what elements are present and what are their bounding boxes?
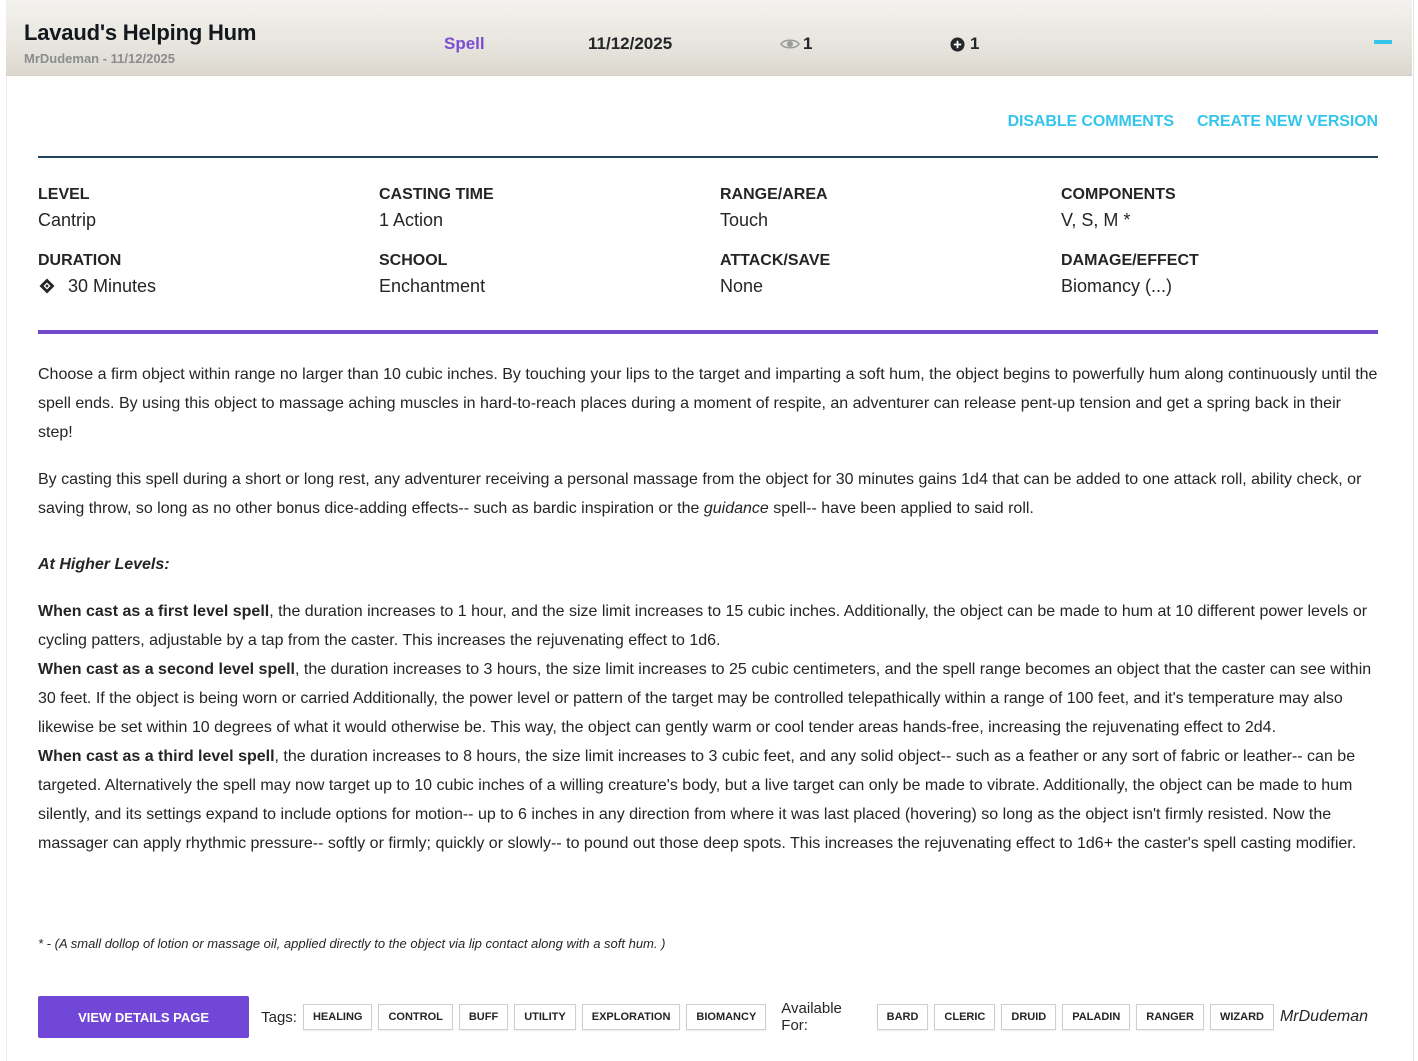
spell-description [38, 360, 1378, 858]
listing-header[interactable] [6, 0, 1412, 76]
stat-value: None [720, 276, 764, 296]
adds-counter [950, 34, 979, 54]
plus-circle-icon [950, 37, 965, 52]
tag-biomancy[interactable]: BIOMANCY [686, 1004, 766, 1030]
stat-label: LEVEL [38, 186, 90, 203]
emphasis-text: guidance [703, 500, 769, 517]
stat-casting-time [379, 185, 720, 231]
class-cleric[interactable]: CLERIC [934, 1004, 995, 1030]
stat-label: DURATION [38, 252, 122, 269]
spell-title: Lavaud's Helping Hum [24, 20, 257, 45]
class-druid[interactable]: DRUID [1001, 1004, 1056, 1030]
text-run: By casting this spell during a short or long rest, any adventurer receiving a personal massage from the object for 30 minutes gains 1d4 that can be added to one attack roll, ability check, or saving throw, so long as no other bonus dice-adding effects-- such as bardic inspiration or the [38, 471, 1362, 517]
level-label: When cast as a first level spell [38, 603, 270, 620]
higher-level-third [38, 742, 1378, 858]
tag-exploration[interactable]: EXPLORATION [582, 1004, 681, 1030]
stat-label: CASTING TIME [379, 186, 494, 203]
spell-stats [38, 185, 1378, 297]
stat-value: Cantrip [38, 210, 97, 230]
stat-label: DAMAGE/EFFECT [1061, 252, 1199, 269]
class-bard[interactable]: BARD [877, 1004, 929, 1030]
view-details-button[interactable]: VIEW DETAILS PAGE [38, 996, 249, 1038]
views-counter [780, 34, 812, 54]
adds-count: 1 [970, 34, 980, 53]
description-paragraph: Choose a firm object within range no larger than 10 cubic inches. By touching your lips to the target and imparting a soft hum, the object begins to powerfully hum along continuously until the spell ends. By using this object to massage aching muscles in hard-to-reach places during a moment of respite, an adventurer can release pent-up tension and get a spring back in their step! [38, 366, 1378, 441]
higher-level-second [38, 655, 1378, 742]
text-run: , the duration increases to 8 hours, the size limit increases to 3 cubic feet, and any solid object-- such as a feather or any sort of fabric or leather-- can be targeted. Alternatively the spell may now target up to 10 cubic inches of a willing creature's body, but a live target can only be made to vibrate. Additionally, the object can be made to hum silently, and its settings expand to include options for motion-- up to 6 inches in any direction from where it was last placed (hovering) so long as the object isn't firmly resisted. Now the massager can apply rhythmic pressure-- softly or firmly; quickly or slowly-- to pound out those deep spots. This increases the rejuvenating effect to 1d6+ the caster's spell casting modifier. [38, 748, 1357, 852]
ritual-diamond-icon [39, 278, 55, 294]
stat-value: Biomancy (...) [1061, 276, 1173, 296]
stat-school [379, 251, 720, 297]
action-links [1008, 113, 1378, 131]
spell-type: Spell [444, 34, 485, 53]
stat-value [38, 275, 379, 297]
stat-value: Enchantment [379, 276, 486, 296]
stat-range-area [720, 185, 1061, 231]
text-run: spell-- have been applied to said roll. [768, 500, 1034, 517]
stat-value: 1 Action [379, 210, 444, 230]
class-wizard[interactable]: WIZARD [1210, 1004, 1274, 1030]
stat-label: SCHOOL [379, 252, 448, 269]
components-footnote: * - (A small dollop of lotion or massage oil, applied directly to the object via lip contact along with a soft hum. ) [38, 936, 666, 951]
author-name[interactable]: MrDudeman [1279, 1008, 1368, 1025]
text-run: , the duration increases to 3 hours, the size limit increases to 25 cubic centimeters, and the spell range becomes an object that the caster can see within 30 feet. If the object is being worn or carried Additionally, the power level or pattern of the target may be controlled telepathically within a range of 100 feet, and it's temperature may also likewise be set within 10 degrees of what it would otherwise be. This way, the object can gently warm or cool tender areas hands-free, increasing the rejuvenating effect to 2d4. [38, 661, 1372, 736]
tag-utility[interactable]: UTILITY [514, 1004, 576, 1030]
minus-icon[interactable] [1374, 40, 1392, 44]
duration-text: 30 Minutes [68, 276, 157, 296]
stat-level [38, 185, 379, 231]
tag-buff[interactable]: BUFF [459, 1004, 508, 1030]
tag-healing[interactable]: HEALING [303, 1004, 373, 1030]
stat-damage-effect [1061, 251, 1378, 297]
disable-comments-link[interactable]: DISABLE COMMENTS [1007, 113, 1174, 130]
create-new-version-link[interactable]: CREATE NEW VERSION [1196, 113, 1378, 130]
right-border [1413, 0, 1414, 1061]
eye-icon [780, 37, 800, 51]
level-label: When cast as a third level spell [38, 748, 275, 765]
author-byline: MrDudeman - 11/12/2025 [24, 51, 176, 66]
stat-duration [38, 251, 379, 297]
class-paladin[interactable]: PALADIN [1062, 1004, 1130, 1030]
higher-levels-heading: At Higher Levels: [38, 556, 170, 573]
stat-components [1061, 185, 1378, 231]
level-label: When cast as a second level spell [38, 661, 295, 678]
available-for-label: Available For: [781, 1000, 842, 1034]
spell-date: 11/12/2025 [588, 34, 673, 53]
tags-label: Tags: [261, 1008, 297, 1026]
left-border [6, 76, 7, 1061]
divider-purple [38, 330, 1378, 334]
stat-attack-save [720, 251, 1061, 297]
stat-label: ATTACK/SAVE [720, 252, 831, 269]
stat-label: RANGE/AREA [720, 186, 828, 203]
stat-value: Touch [720, 210, 769, 230]
divider-top [38, 156, 1378, 158]
stat-value: V, S, M * [1061, 210, 1131, 230]
text-run: , the duration increases to 1 hour, and the size limit increases to 15 cubic inches. Additionally, the object can be made to hum at 10 different power levels or cycling patters, adjustable by a tap from the caster. This increases the rejuvenating effect to 1d6. [38, 603, 1368, 649]
description-paragraph [38, 465, 1378, 523]
stat-label: COMPONENTS [1061, 186, 1176, 203]
views-count: 1 [803, 34, 813, 53]
tag-control[interactable]: CONTROL [378, 1004, 452, 1030]
higher-level-first [38, 597, 1378, 655]
listing-footer [38, 996, 1378, 1038]
class-ranger[interactable]: RANGER [1136, 1004, 1204, 1030]
